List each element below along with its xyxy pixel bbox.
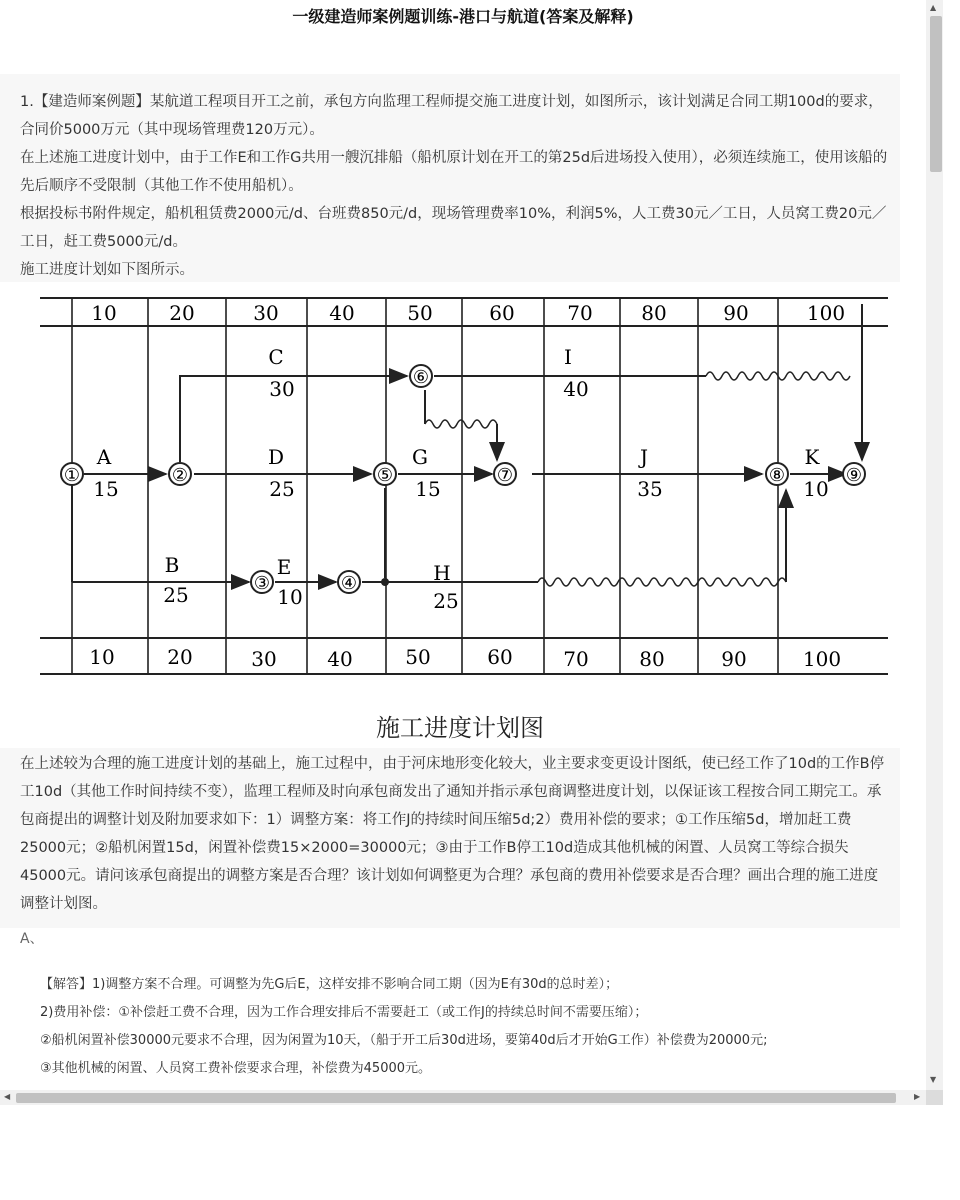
question-paragraph-5: 在上述较为合理的施工进度计划的基础上，施工过程中，由于河床地形变化较大，业主要求变更设计图纸，使已经工作了10d的工作B停工10d（其他工作时间持续不变），监理工程师及时向承包商发出了通知并指示承包商调整进度计划，以保证该工程按合同工期完工。承包商提出的调整计划及附加要求如下：1）调整方案：将工作J的持续时间压缩5d;2）费用补偿的要求；①工作压缩5d，增加赶工费25000元；②船机闲置15d，闲置补偿费15×2000=30000元；③由于工作B停工10d造成其他机械的闲置、人员窝工等综合损失45000元。请问该承包商提出的调整方案是否合理？该计划如何调整更为合理？承包商的费用补偿要求是否合理？画出合理的施工进度调整计划图。 [20,756,885,912]
activity-e-duration: 10 [277,585,303,609]
svg-text:⑥: ⑥ [412,367,430,388]
node-3 [251,571,273,594]
activity-e-name: E [276,555,292,579]
activity-b-duration: 25 [163,583,189,607]
activity-b-name: B [164,553,180,577]
content-area [0,74,926,1090]
activity-h-duration: 25 [433,589,459,613]
activity-h-free-float [538,578,786,586]
question-paragraph-2: 在上述施工进度计划中，由于工作E和工作G共用一艘沉排船（船机原计划在开工的第25d后进场投入使用），必须连续施工，使用该船的先后顺序不受限制（其他工作不使用船机）。 [20,150,888,194]
node-6 [410,365,432,388]
answer-line-2: 2)费用补偿：①补偿赶工费不合理，因为工作合理安排后不需要赶工（或工作J的持续总时间不需要压缩）； [40,1005,648,1020]
vertical-scroll-thumb[interactable] [930,16,942,172]
svg-text:①: ① [63,465,81,486]
activity-k-name: K [804,445,820,469]
svg-text:④: ④ [340,573,358,594]
scrollbar-corner [926,1090,943,1105]
node-7 [494,463,516,486]
activity-g-duration: 15 [415,477,441,501]
tick-top-70: 70 [567,301,593,325]
svg-text:⑦: ⑦ [496,465,514,486]
node-5 [374,463,396,486]
activity-c-duration: 30 [269,377,295,401]
tick-bottom-10: 10 [89,645,115,669]
activity-d-duration: 25 [269,477,295,501]
scroll-left-arrow[interactable]: ◀ [4,1092,11,1101]
activity-a-name: A [96,445,112,469]
question-paragraph-3: 根据投标书附件规定，船机租赁费2000元/d、台班费850元/d，现场管理费率10%，利润5%，人工费30元／工日，人员窝工费20元／工日，赶工费5000元/d。 [20,206,887,250]
node-9 [843,463,865,486]
question-paragraph-4: 施工进度计划如下图所示。 [20,262,194,278]
node-1 [61,463,83,486]
activity-k-duration: 10 [803,477,829,501]
schedule-diagram [20,284,900,746]
activity-i-duration: 40 [563,377,589,401]
answer-line-1: 【解答】1)调整方案不合理。可调整为先G后E，这样安排不影响合同工期（因为E有30d的总时差）； [40,977,619,992]
page-title: 一级建造师案例题训练-港口与航道(答案及解释) [292,7,634,26]
tick-bottom-100: 100 [802,647,842,671]
diagram-caption: 施工进度计划图 [376,714,544,742]
answer-line-4: ③其他机械的闲置、人员窝工费补偿要求合理，补偿费为45000元。 [40,1061,432,1076]
question-paragraph-1: 1.【建造师案例题】某航道工程项目开工之前，承包方向监理工程师提交施工进度计划，如图所示，该计划满足合同工期100d的要求，合同价5000万元（其中现场管理费120万元）。 [20,94,883,138]
tick-top-80: 80 [641,301,667,325]
tick-bottom-60: 60 [487,645,513,669]
svg-text:②: ② [171,465,189,486]
time-scale-top [91,301,845,325]
svg-text:③: ③ [253,573,271,594]
dummy-6-7-float [425,420,497,428]
activity-j-duration: 35 [637,477,663,501]
tick-top-60: 60 [489,301,515,325]
tick-bottom-40: 40 [327,647,353,671]
activity-h-name: H [433,561,451,585]
tick-top-10: 10 [91,301,117,325]
tick-top-40: 40 [329,301,355,325]
svg-text:⑨: ⑨ [845,465,863,486]
answer-line-3: ②船机闲置补偿30000元要求不合理，因为闲置为10天，（船于开工后30d进场，要第40d后才开始G工作）补偿费为20000元; [40,1033,768,1048]
option-label: A、 [20,931,44,947]
schedule-network-svg [20,284,900,704]
tick-top-30: 30 [253,301,279,325]
tick-bottom-50: 50 [405,645,431,669]
activity-i-name: I [564,345,572,369]
node-8 [766,463,788,486]
horizontal-scroll-thumb[interactable] [16,1093,896,1103]
tick-top-100: 100 [806,301,846,325]
tick-top-90: 90 [723,301,749,325]
activity-j-name: J [639,445,649,469]
activity-c-name: C [268,345,284,369]
node-4 [338,571,360,594]
tick-top-50: 50 [407,301,433,325]
activity-d-name: D [267,445,285,469]
tick-top-20: 20 [169,301,195,325]
tick-bottom-90: 90 [721,647,747,671]
grid-vertical-lines [40,298,888,674]
scroll-down-arrow[interactable]: ▼ [930,1075,937,1084]
scroll-up-arrow[interactable]: ▲ [930,3,937,12]
svg-text:⑤: ⑤ [376,465,394,486]
scroll-right-arrow[interactable]: ▶ [914,1092,921,1101]
tick-bottom-70: 70 [563,647,589,671]
tick-bottom-80: 80 [639,647,665,671]
time-scale-bottom [89,645,841,671]
node-2 [169,463,191,486]
svg-text:⑧: ⑧ [768,465,786,486]
dummy-junction-dot [381,578,389,586]
tick-bottom-20: 20 [167,645,193,669]
activity-g-name: G [412,445,428,469]
tick-bottom-30: 30 [251,647,277,671]
activity-a-duration: 15 [93,477,119,501]
